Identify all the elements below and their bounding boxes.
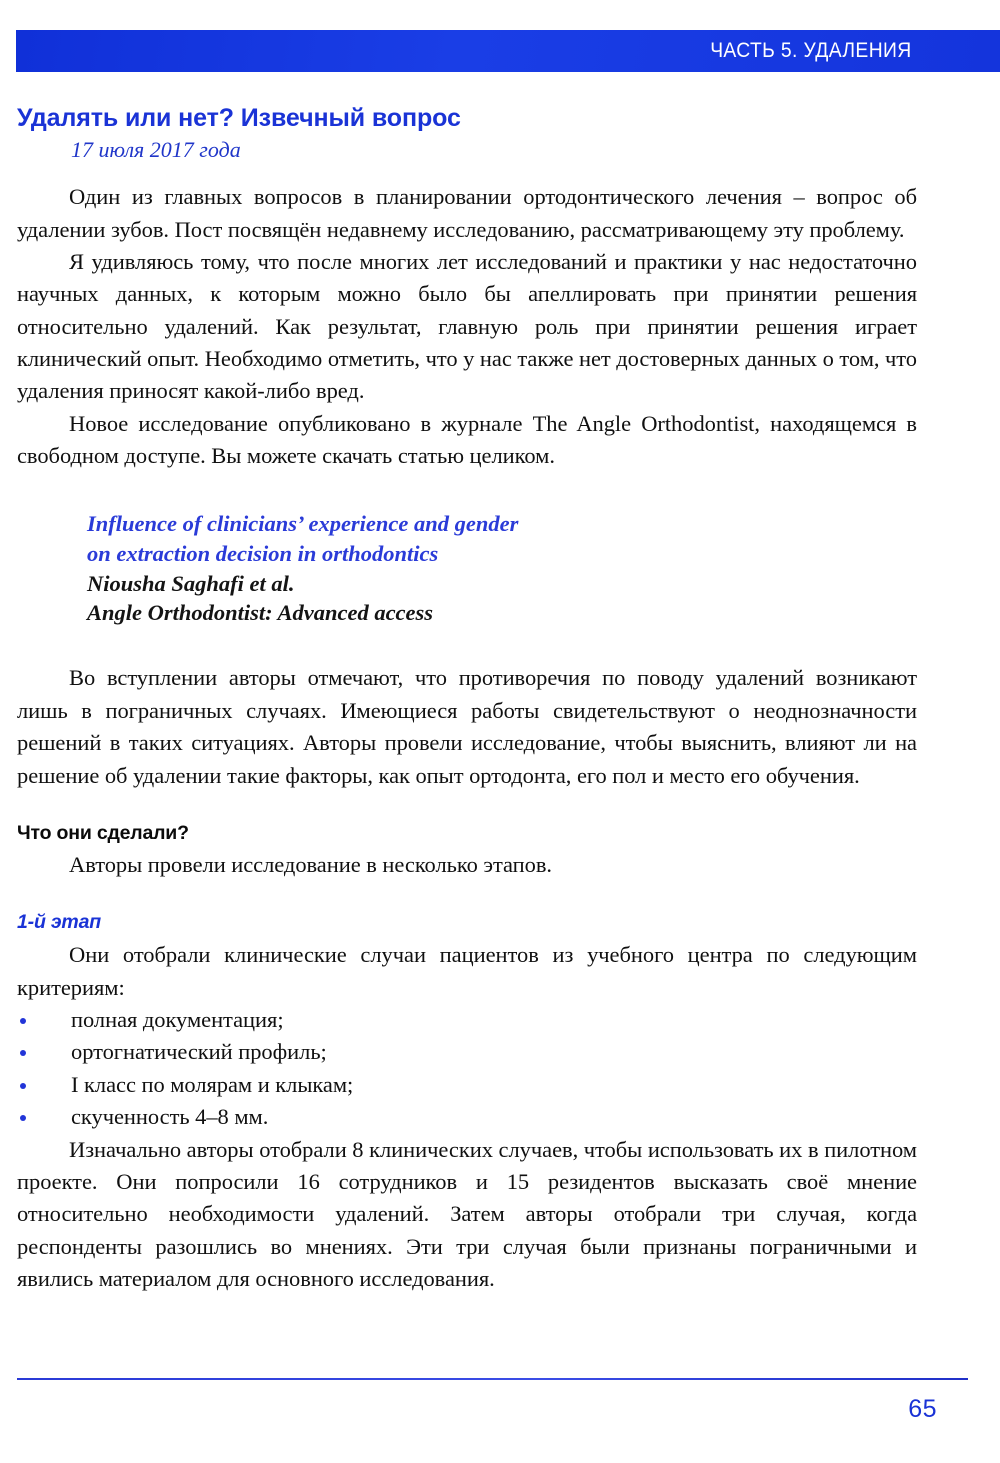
paragraph: Они отобрали клинические случаи пациентов из учебного центра по следующим критериям: bbox=[17, 942, 917, 1000]
intro-paragraphs bbox=[17, 181, 917, 473]
page-number: 65 bbox=[908, 1395, 937, 1423]
paragraph: Один из главных вопросов в планировании ортодонтического лечения – вопрос об удалении зубов. Пост посвящён недавнему исследованию, рассматривающему эту проблему. bbox=[17, 184, 917, 242]
criteria-list bbox=[17, 1004, 917, 1134]
citation-authors: Niousha Saghafi et al. bbox=[87, 570, 295, 596]
footer-divider bbox=[17, 1378, 968, 1380]
paragraph: Новое исследование опубликовано в журнале The Angle Orthodontist, находящемся в свободном доступе. Вы можете скачать статью целиком. bbox=[17, 410, 917, 469]
paragraph: Изначально авторы отобрали 8 клинических случаев, чтобы использовать их в пилотном проекте. Они попросили 16 сотрудников и 15 резидентов высказать своё мнение относительно необходимости удалений. Затем авторы отобрали три случая, когда респонденты разошлись во мнениях. Эти три случая были признаны пограничными и явились материалом для основного исследования. bbox=[17, 1136, 917, 1292]
citation-journal: Angle Orthodontist: Advanced access bbox=[87, 600, 434, 626]
post-date: 17 июля 2017 года bbox=[71, 136, 241, 162]
paragraph-after-citation: Во вступлении авторы отмечают, что противоречия по поводу удалений возникают лишь в пограничных случаях. Имеющиеся работы свидетельствуют о неоднозначности решений в таких ситуациях. Авторы провели исследование, чтобы выяснить, влияют ли на решение об удалении такие факторы, как опыт ортодонта, его пол и место его обучения. bbox=[17, 665, 917, 788]
section-heading-stage-one: 1-й этап bbox=[17, 911, 101, 934]
citation-title-line-2: on extraction decision in orthodontics bbox=[87, 540, 439, 566]
page-content bbox=[17, 104, 917, 1296]
section-heading-what-they-did: Что они сделали? bbox=[17, 821, 189, 844]
paragraph: Авторы провели исследование в несколько этапов. bbox=[69, 851, 553, 877]
list-item: скученность 4–8 мм. bbox=[17, 1101, 917, 1133]
paragraph: Я удивляюсь тому, что после многих лет исследований и практики у нас недостаточно научных данных, к которым можно было бы апеллировать при принятии решения относительно удалений. Как результат, главную роль при принятии решения играет клинический опыт. Необходимо отметить, что у нас также нет достоверных данных о том, что удаления приносят какой-либо вред. bbox=[17, 248, 917, 404]
list-item: полная документация; bbox=[17, 1004, 917, 1036]
citation-title-line-1: Influence of clinicians’ experience and gender bbox=[87, 510, 519, 536]
article-citation bbox=[87, 509, 917, 629]
running-header-banner bbox=[16, 30, 1000, 72]
list-item: ортогнатический профиль; bbox=[17, 1036, 917, 1068]
list-item: I класс по молярам и клыкам; bbox=[17, 1069, 917, 1101]
running-header-title: ЧАСТЬ 5. УДАЛЕНИЯ bbox=[710, 39, 912, 62]
post-title: Удалять или нет? Извечный вопрос bbox=[17, 104, 461, 132]
